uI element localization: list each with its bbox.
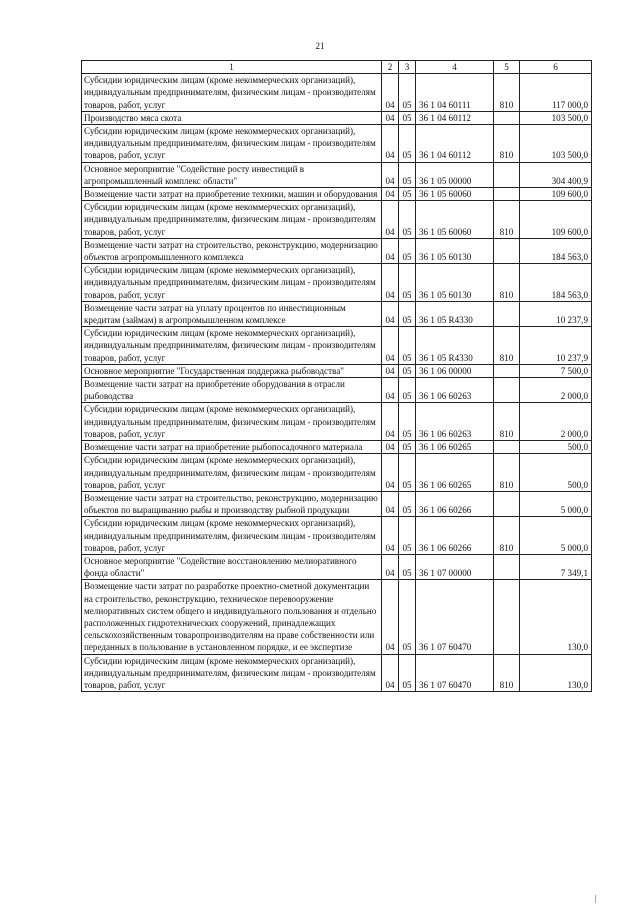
section-code-cell: 04	[382, 403, 399, 441]
subsection-code-cell: 05	[399, 491, 416, 516]
header-cell: 2	[382, 61, 399, 74]
target-article-cell: 36 1 05 60060	[416, 188, 494, 201]
table-row	[82, 441, 592, 454]
amount-cell: 130,0	[520, 654, 592, 692]
item-name-cell: Основное мероприятие "Содействие восстановлению мелиоративного фонда области"	[82, 554, 382, 579]
item-name-cell: Субсидии юридическим лицам (кроме некоммерческих организаций), индивидуальным предпринимателям, физическим лицам - производителям товаров, работ, услуг	[82, 327, 382, 365]
budget-table	[81, 60, 592, 692]
target-article-cell: 36 1 06 00000	[416, 364, 494, 377]
item-name-cell: Субсидии юридическим лицам (кроме некоммерческих организаций), индивидуальным предпринимателям, физическим лицам - производителям товаров, работ, услуг	[82, 517, 382, 555]
table-row	[82, 580, 592, 654]
target-article-cell: 36 1 05 R4330	[416, 327, 494, 365]
item-name-cell: Возмещение части затрат на строительство, реконструкцию, модернизацию объектов агропромышленного комплекса	[82, 238, 382, 263]
subsection-code-cell: 05	[399, 327, 416, 365]
item-name-cell: Возмещение части затрат на приобретение техники, машин и оборудования	[82, 188, 382, 201]
table-row	[82, 378, 592, 403]
item-name-cell: Субсидии юридическим лицам (кроме некоммерческих организаций), индивидуальным предпринимателям, физическим лицам - производителям товаров, работ, услуг	[82, 264, 382, 302]
subsection-code-cell: 05	[399, 111, 416, 124]
item-name-cell: Производство мяса скота	[82, 111, 382, 124]
section-code-cell: 04	[382, 162, 399, 187]
expense-type-cell	[494, 491, 520, 516]
amount-cell: 117 000,0	[520, 74, 592, 112]
table-row	[82, 403, 592, 441]
amount-cell: 109 600,0	[520, 188, 592, 201]
expense-type-cell: 810	[494, 517, 520, 555]
amount-cell: 10 237,9	[520, 327, 592, 365]
subsection-code-cell: 05	[399, 364, 416, 377]
table-row	[82, 364, 592, 377]
expense-type-cell	[494, 188, 520, 201]
section-code-cell: 04	[382, 364, 399, 377]
amount-cell: 5 000,0	[520, 491, 592, 516]
subsection-code-cell: 05	[399, 162, 416, 187]
amount-cell: 7 500,0	[520, 364, 592, 377]
table-row	[82, 654, 592, 692]
target-article-cell: 36 1 05 60130	[416, 238, 494, 263]
header-cell: 1	[82, 61, 382, 74]
amount-cell: 184 563,0	[520, 238, 592, 263]
section-code-cell: 04	[382, 327, 399, 365]
subsection-code-cell: 05	[399, 441, 416, 454]
target-article-cell: 36 1 05 60130	[416, 264, 494, 302]
target-article-cell: 36 1 05 00000	[416, 162, 494, 187]
table-row	[82, 517, 592, 555]
amount-cell: 2 000,0	[520, 378, 592, 403]
amount-cell: 103 500,0	[520, 111, 592, 124]
section-code-cell: 04	[382, 301, 399, 326]
table-row	[82, 238, 592, 263]
subsection-code-cell: 05	[399, 201, 416, 239]
table-row	[82, 327, 592, 365]
expense-type-cell: 810	[494, 264, 520, 302]
subsection-code-cell: 05	[399, 517, 416, 555]
subsection-code-cell: 05	[399, 554, 416, 579]
item-name-cell: Возмещение части затрат по разработке проектно-сметной документации на строительство, реконструкцию, техническое перевооружение мелиоративных систем общего и индивидуального пользования и отдельно расположенных гидротехнических сооружений, принадлежащих сельскохозяйственным товаропроизводителям на праве собственности или переданных в пользование в установленном порядке, и ее экспертизе	[82, 580, 382, 654]
expense-type-cell	[494, 301, 520, 326]
item-name-cell: Субсидии юридическим лицам (кроме некоммерческих организаций), индивидуальным предпринимателям, физическим лицам - производителям товаров, работ, услуг	[82, 201, 382, 239]
expense-type-cell	[494, 441, 520, 454]
header-cell: 3	[399, 61, 416, 74]
header-cell: 5	[494, 61, 520, 74]
page-number: 21	[315, 41, 325, 51]
target-article-cell: 36 1 05 R4330	[416, 301, 494, 326]
scan-mark	[595, 895, 596, 903]
section-code-cell: 04	[382, 111, 399, 124]
amount-cell: 2 000,0	[520, 403, 592, 441]
item-name-cell: Возмещение части затрат на приобретение рыбопосадочного материала	[82, 441, 382, 454]
section-code-cell: 04	[382, 378, 399, 403]
expense-type-cell: 810	[494, 454, 520, 492]
section-code-cell: 04	[382, 238, 399, 263]
item-name-cell: Возмещение части затрат на строительство, реконструкцию, модернизацию объектов по выращиванию рыбы и производству рыбной продукции	[82, 491, 382, 516]
section-code-cell: 04	[382, 491, 399, 516]
table-row	[82, 125, 592, 163]
subsection-code-cell: 05	[399, 74, 416, 112]
section-code-cell: 04	[382, 517, 399, 555]
amount-cell: 109 600,0	[520, 201, 592, 239]
target-article-cell: 36 1 06 60263	[416, 403, 494, 441]
target-article-cell: 36 1 04 60112	[416, 111, 494, 124]
item-name-cell: Субсидии юридическим лицам (кроме некоммерческих организаций), индивидуальным предпринимателям, физическим лицам - производителям товаров, работ, услуг	[82, 125, 382, 163]
target-article-cell: 36 1 07 00000	[416, 554, 494, 579]
subsection-code-cell: 05	[399, 301, 416, 326]
subsection-code-cell: 05	[399, 580, 416, 654]
item-name-cell: Субсидии юридическим лицам (кроме некоммерческих организаций), индивидуальным предпринимателям, физическим лицам - производителям товаров, работ, услуг	[82, 74, 382, 112]
item-name-cell: Субсидии юридическим лицам (кроме некоммерческих организаций), индивидуальным предпринимателям, физическим лицам - производителям товаров, работ, услуг	[82, 654, 382, 692]
subsection-code-cell: 05	[399, 264, 416, 302]
table-row	[82, 111, 592, 124]
expense-type-cell	[494, 238, 520, 263]
section-code-cell: 04	[382, 454, 399, 492]
subsection-code-cell: 05	[399, 188, 416, 201]
amount-cell: 130,0	[520, 580, 592, 654]
table-row	[82, 74, 592, 112]
expense-type-cell	[494, 554, 520, 579]
target-article-cell: 36 1 06 60266	[416, 491, 494, 516]
table-row	[82, 162, 592, 187]
expense-type-cell	[494, 111, 520, 124]
subsection-code-cell: 05	[399, 454, 416, 492]
expense-type-cell: 810	[494, 403, 520, 441]
section-code-cell: 04	[382, 580, 399, 654]
table-header-row	[82, 61, 592, 74]
amount-cell: 10 237,9	[520, 301, 592, 326]
subsection-code-cell: 05	[399, 654, 416, 692]
amount-cell: 103 500,0	[520, 125, 592, 163]
target-article-cell: 36 1 07 60470	[416, 654, 494, 692]
expense-type-cell: 810	[494, 654, 520, 692]
section-code-cell: 04	[382, 74, 399, 112]
section-code-cell: 04	[382, 554, 399, 579]
table-row	[82, 454, 592, 492]
target-article-cell: 36 1 04 60112	[416, 125, 494, 163]
subsection-code-cell: 05	[399, 403, 416, 441]
target-article-cell: 36 1 07 60470	[416, 580, 494, 654]
amount-cell: 7 349,1	[520, 554, 592, 579]
section-code-cell: 04	[382, 654, 399, 692]
item-name-cell: Субсидии юридическим лицам (кроме некоммерческих организаций), индивидуальным предпринимателям, физическим лицам - производителям товаров, работ, услуг	[82, 403, 382, 441]
target-article-cell: 36 1 06 60263	[416, 378, 494, 403]
target-article-cell: 36 1 06 60266	[416, 517, 494, 555]
table-row	[82, 491, 592, 516]
expense-type-cell	[494, 364, 520, 377]
table-row	[82, 264, 592, 302]
expense-type-cell	[494, 162, 520, 187]
expense-type-cell: 810	[494, 201, 520, 239]
subsection-code-cell: 05	[399, 125, 416, 163]
subsection-code-cell: 05	[399, 378, 416, 403]
table-row	[82, 201, 592, 239]
amount-cell: 500,0	[520, 441, 592, 454]
subsection-code-cell: 05	[399, 238, 416, 263]
table-row	[82, 554, 592, 579]
target-article-cell: 36 1 04 60111	[416, 74, 494, 112]
section-code-cell: 04	[382, 201, 399, 239]
target-article-cell: 36 1 06 60265	[416, 441, 494, 454]
item-name-cell: Возмещение части затрат на уплату процентов по инвестиционным кредитам (займам) в агропромышленном комплексе	[82, 301, 382, 326]
item-name-cell: Возмещение части затрат на приобретение оборудования в отрасли рыбоводства	[82, 378, 382, 403]
item-name-cell: Основное мероприятие "Государственная поддержка рыбоводства"	[82, 364, 382, 377]
expense-type-cell	[494, 378, 520, 403]
section-code-cell: 04	[382, 264, 399, 302]
amount-cell: 184 563,0	[520, 264, 592, 302]
target-article-cell: 36 1 05 60060	[416, 201, 494, 239]
header-cell: 4	[416, 61, 494, 74]
header-cell: 6	[520, 61, 592, 74]
expense-type-cell: 810	[494, 125, 520, 163]
expense-type-cell	[494, 580, 520, 654]
expense-type-cell: 810	[494, 327, 520, 365]
section-code-cell: 04	[382, 441, 399, 454]
table-row	[82, 301, 592, 326]
target-article-cell: 36 1 06 60265	[416, 454, 494, 492]
item-name-cell: Субсидии юридическим лицам (кроме некоммерческих организаций), индивидуальным предпринимателям, физическим лицам - производителям товаров, работ, услуг	[82, 454, 382, 492]
table-row	[82, 188, 592, 201]
section-code-cell: 04	[382, 188, 399, 201]
amount-cell: 304 400,9	[520, 162, 592, 187]
amount-cell: 500,0	[520, 454, 592, 492]
section-code-cell: 04	[382, 125, 399, 163]
amount-cell: 5 000,0	[520, 517, 592, 555]
item-name-cell: Основное мероприятие "Содействие росту инвестиций в агропромышленный комплекс области"	[82, 162, 382, 187]
expense-type-cell: 810	[494, 74, 520, 112]
